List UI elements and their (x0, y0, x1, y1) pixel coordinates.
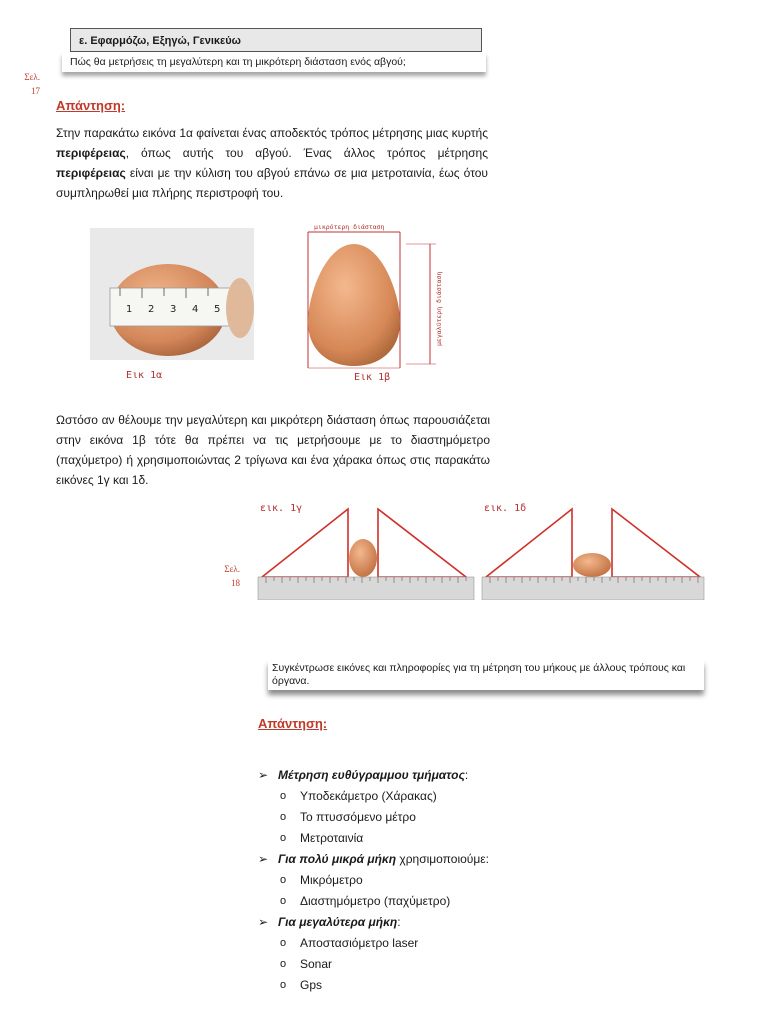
larger-dimension-label: μεγαλύτερη διάσταση (435, 271, 443, 346)
page-ref-label: Σελ. (224, 564, 240, 574)
triangles-vertical-egg-image (256, 505, 476, 600)
sub-list-item (258, 933, 698, 954)
page-ref-label: Σελ. (24, 72, 40, 82)
circle-bullet-icon: o (280, 958, 287, 970)
measurement-list (258, 765, 698, 996)
smaller-dimension-label: μικρότερη διάσταση (314, 223, 385, 231)
left-triangle (262, 509, 348, 577)
egg-with-tape-image (90, 228, 254, 360)
section-header: ε. Εφαρμόζω, Εξηγώ, Γενικεύω (70, 28, 482, 52)
tape-tick-label: 3 (170, 304, 177, 315)
page-ref-number: 17 (31, 86, 40, 96)
para-text: Στην παρακάτω εικόνα 1α φαίνεται ένας αποδεκτός τρόπος μέτρησης μιας κυρτής (56, 126, 488, 140)
egg-shape (349, 539, 377, 577)
left-triangle (486, 509, 572, 577)
sub-list-item (258, 891, 698, 912)
sub-item-text: Μικρόμετρο (300, 873, 363, 887)
list-item-suffix: χρησιμοποιούμε: (396, 852, 489, 866)
question-2-text: Συγκέντρωσε εικόνες και πληροφορίες για τη μέτρηση του μήκους με άλλους τρόπους και όργανα. (268, 660, 704, 690)
figure-1a-caption: Εικ 1α (126, 370, 163, 381)
page-ref-17 (14, 70, 40, 98)
figure-1a-photo (90, 228, 254, 360)
sub-list-item (258, 828, 698, 849)
circle-bullet-icon: o (280, 979, 287, 991)
sub-item-text: Μετροταινία (300, 831, 364, 845)
paragraph-2: Ωστόσο αν θέλουμε την μεγαλύτερη και μικρότερη διάσταση όπως παρουσιάζεται στην εικόνα 1β τότε θα πρέπει να τις μετρήσουμε με το διαστημόμετρο (παχύμετρο) ή χρησιμοποιώντας 2 τρίγωνα και ένα χάρακα όπως στις παρακάτω εικόνες 1γ και 1δ. (56, 413, 490, 487)
list-item-title: Μέτρηση ευθύγραμμου τμήματος (278, 768, 465, 782)
figure-1b-diagram (300, 222, 450, 372)
para-bold: περιφέρειας (56, 166, 126, 180)
figure-1b-caption: Εικ 1β (354, 372, 391, 383)
ruler (482, 577, 704, 600)
tape-tick-label: 5 (214, 304, 221, 315)
ruler (258, 577, 474, 600)
question-text: Πώς θα μετρήσεις τη μεγαλύτερη και τη μικρότερη διάσταση ενός αβγού; (62, 52, 486, 72)
tape-tick-label: 4 (192, 304, 199, 315)
list-item-title: Για πολύ μικρά μήκη (278, 852, 397, 866)
sub-item-text: Διαστημόμετρο (παχύμετρο) (300, 894, 451, 908)
figure-1g-caption: εικ. 1γ (260, 503, 303, 514)
figure-1d-diagram (480, 505, 706, 600)
list-item-title: Για μεγαλύτερα μήκη (278, 915, 398, 929)
arrow-bullet-icon: ➢ (258, 915, 269, 929)
sub-list-item (258, 807, 698, 828)
para-text: , όπως αυτής του αβγού. Ένας άλλος τρόπος μέτρησης (125, 146, 488, 160)
page-ref-number: 18 (231, 578, 240, 588)
para-bold: περιφέρειας (56, 146, 126, 160)
answer-heading: Απάντηση: (56, 98, 126, 113)
right-triangle (378, 509, 466, 577)
list-item (258, 912, 698, 933)
para-text: είναι με την κύλιση του αβγού επάνω σε μια μετροταινία, έως ότου συμπληρωθεί μια πλήρης περιστροφή του. (56, 166, 488, 200)
arrow-bullet-icon: ➢ (258, 852, 269, 866)
sub-item-text: Gps (300, 978, 323, 992)
egg-dimensions-image (300, 222, 450, 372)
tape-tick-label: 2 (148, 304, 155, 315)
egg-shape (573, 553, 611, 577)
egg-shape (308, 244, 400, 366)
figure-1d-caption: εικ. 1δ (484, 503, 527, 514)
sub-list-item (258, 975, 698, 996)
sub-item-text: Sonar (300, 957, 333, 971)
right-triangle (612, 509, 700, 577)
circle-bullet-icon: o (280, 811, 287, 823)
figure-1g-diagram (256, 505, 476, 600)
circle-bullet-icon: o (280, 874, 287, 886)
circle-bullet-icon: o (280, 937, 287, 949)
triangles-horizontal-egg-image (480, 505, 706, 600)
page-ref-18 (212, 562, 240, 590)
sub-list-item (258, 954, 698, 975)
circle-bullet-icon: o (280, 790, 287, 802)
sub-item-text: Υποδεκάμετρο (Χάρακας) (300, 789, 437, 803)
sub-list-item (258, 786, 698, 807)
circle-bullet-icon: o (280, 832, 287, 844)
arrow-bullet-icon: ➢ (258, 768, 269, 782)
fingers (226, 278, 254, 338)
paragraph-1 (56, 123, 488, 203)
circle-bullet-icon: o (280, 895, 287, 907)
sub-list-item (258, 870, 698, 891)
list-item-suffix: : (464, 768, 469, 782)
sub-item-text: Το πτυσσόμενο μέτρο (300, 810, 416, 824)
tape-tick-label: 1 (126, 304, 133, 315)
list-item (258, 765, 698, 786)
answer-2-heading: Απάντηση: (258, 716, 328, 731)
list-item (258, 849, 698, 870)
sub-item-text: Αποστασιόμετρο laser (300, 936, 419, 950)
list-item-suffix: : (397, 915, 401, 929)
